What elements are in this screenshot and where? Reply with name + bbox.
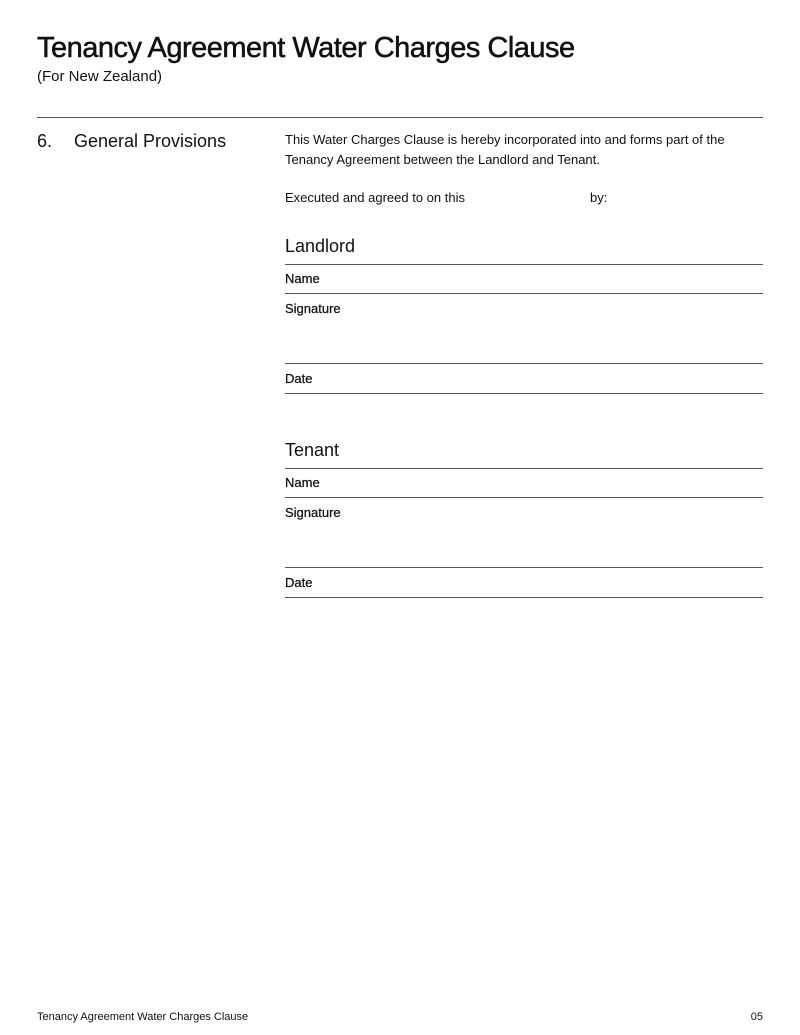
footer-document-title: Tenancy Agreement Water Charges Clause [37, 1011, 249, 1023]
landlord-date-line [285, 393, 763, 394]
landlord-name-line [285, 293, 763, 294]
tenant-signature-label: Signature [285, 505, 341, 520]
tenant-name-label: Name [285, 475, 320, 490]
landlord-heading-divider [285, 264, 763, 265]
execution-line [285, 188, 763, 208]
section-number: 6. [37, 131, 53, 151]
section-title: General Provisions [74, 131, 227, 151]
footer-page-number: 05 [750, 1011, 763, 1023]
landlord-signature-line [285, 363, 763, 364]
page-subtitle: (For New Zealand) [37, 68, 163, 85]
by-label: by: [590, 190, 608, 205]
tenant-signature-line [285, 567, 763, 568]
tenant-heading-divider [285, 468, 763, 469]
header-divider [37, 117, 763, 118]
executed-label: Executed and agreed to on this [285, 190, 465, 205]
landlord-signature-label: Signature [285, 301, 341, 316]
tenant-heading: Tenant [285, 440, 340, 460]
page-title: Tenancy Agreement Water Charges Clause [37, 32, 575, 64]
section-intro-text: This Water Charges Clause is hereby incorporated into and forms part of the Tenancy Agreement between the Landlord and Tenant. [285, 132, 725, 167]
tenant-name-line [285, 497, 763, 498]
landlord-name-label: Name [285, 271, 320, 286]
landlord-heading: Landlord [285, 236, 356, 256]
landlord-date-label: Date [285, 371, 313, 386]
tenant-date-label: Date [285, 575, 313, 590]
tenant-date-line [285, 597, 763, 598]
